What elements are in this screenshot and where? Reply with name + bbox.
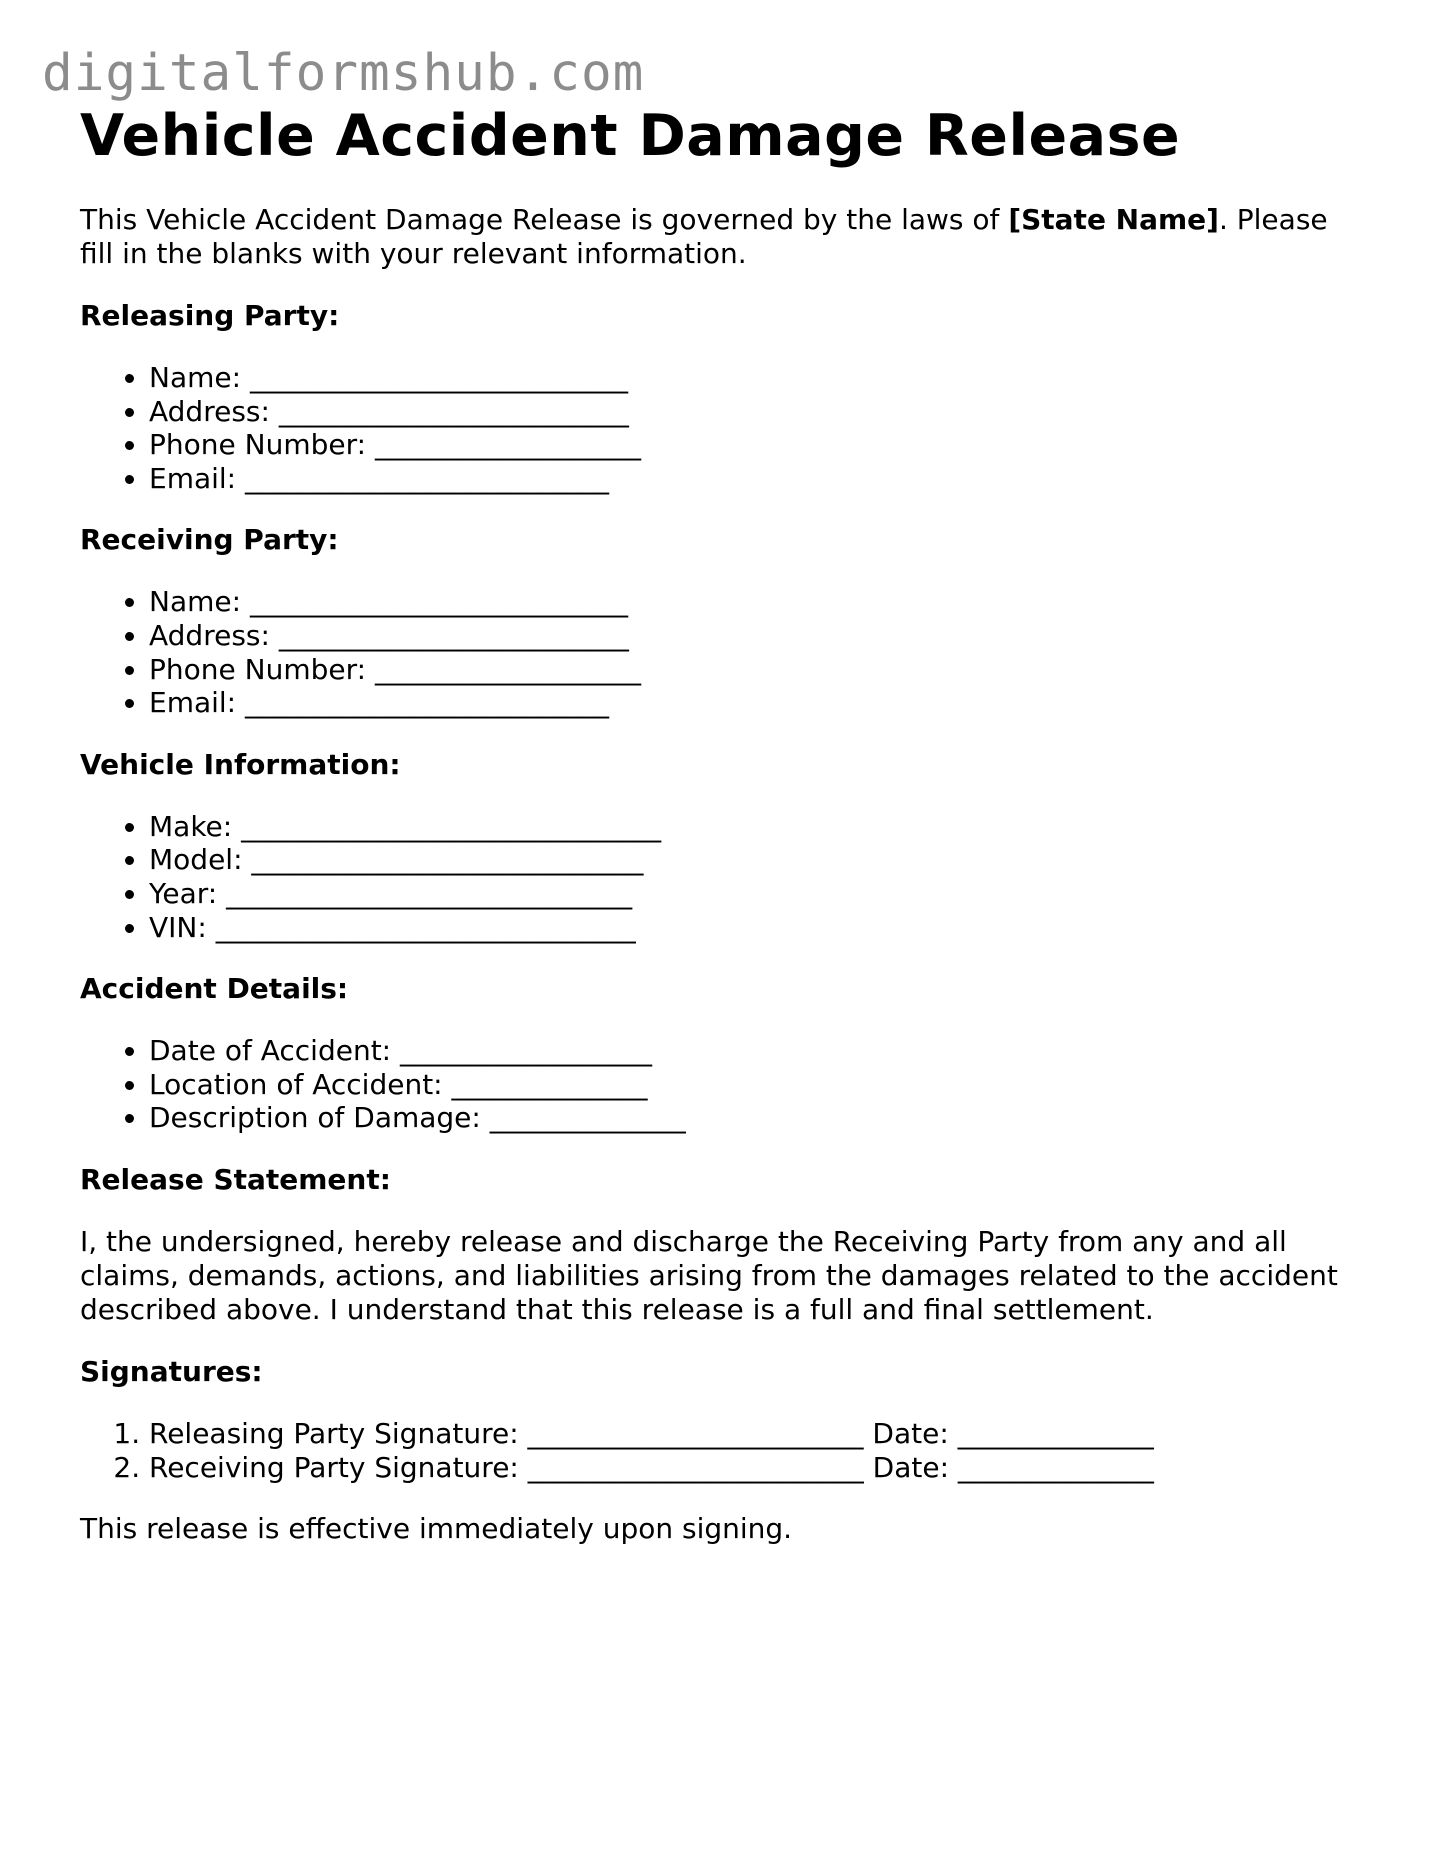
release-statement-text: I, the undersigned, hereby release and discharge the Receiving Party from any and all claims, demands, actions, and liabilities arising from the damages related to the accident described above. I understand that this release is a full and final settlement. xyxy=(80,1224,1338,1326)
receiving-party-signature-line: 2. Receiving Party Signature: ________________________ Date: ______________ xyxy=(149,1451,1370,1485)
document-title: Vehicle Accident Damage Release xyxy=(80,103,1181,169)
vehicle-make-field: • Make: ______________________________ xyxy=(149,810,1370,844)
intro-paragraph xyxy=(80,203,1350,271)
vehicle-year-field: • Year: _____________________________ xyxy=(149,877,1370,911)
receiving-party-name-field: • Name: ___________________________ xyxy=(149,585,1370,619)
vehicle-model-field: • Model: ____________________________ xyxy=(149,843,1370,877)
receiving-party-heading: Receiving Party: xyxy=(80,523,339,557)
accident-date-field: • Date of Accident: __________________ xyxy=(149,1034,1370,1068)
footer-note: This release is effective immediately upon signing. xyxy=(80,1512,793,1546)
accident-location-field: • Location of Accident: ______________ xyxy=(149,1068,1370,1102)
vehicle-information-list xyxy=(80,810,1370,944)
releasing-party-phone-field: • Phone Number: ___________________ xyxy=(149,428,1370,462)
vehicle-information-heading: Vehicle Information: xyxy=(80,747,401,781)
receiving-party-list xyxy=(80,585,1370,719)
intro-text-after: . Please fill in the blanks with your relevant information. xyxy=(80,203,1328,270)
vehicle-vin-field: • VIN: ______________________________ xyxy=(149,911,1370,945)
watermark: digitalformshub.com xyxy=(42,44,645,103)
signatures-heading: Signatures: xyxy=(80,1354,263,1388)
receiving-party-email-field: • Email: __________________________ xyxy=(149,686,1370,720)
accident-details-heading: Accident Details: xyxy=(80,972,349,1006)
releasing-party-email-field: • Email: __________________________ xyxy=(149,462,1370,496)
signatures-list xyxy=(80,1417,1370,1484)
state-name-placeholder: [State Name] xyxy=(1008,203,1219,236)
damage-description-field: • Description of Damage: ______________ xyxy=(149,1101,1370,1135)
intro-text-before: This Vehicle Accident Damage Release is governed by the laws of xyxy=(80,203,1009,236)
receiving-party-phone-field: • Phone Number: ___________________ xyxy=(149,653,1370,687)
releasing-party-list xyxy=(80,361,1370,495)
receiving-party-address-field: • Address: _________________________ xyxy=(149,619,1370,653)
releasing-party-heading: Releasing Party: xyxy=(80,299,340,332)
releasing-party-address-field: • Address: _________________________ xyxy=(149,395,1370,429)
releasing-party-signature-line: 1. Releasing Party Signature: ________________________ Date: ______________ xyxy=(149,1417,1370,1451)
release-statement-heading: Release Statement: xyxy=(80,1162,391,1196)
accident-details-list xyxy=(80,1034,1370,1135)
document-page xyxy=(80,98,1370,1546)
releasing-party-name-field: • Name: ___________________________ xyxy=(149,361,1370,395)
